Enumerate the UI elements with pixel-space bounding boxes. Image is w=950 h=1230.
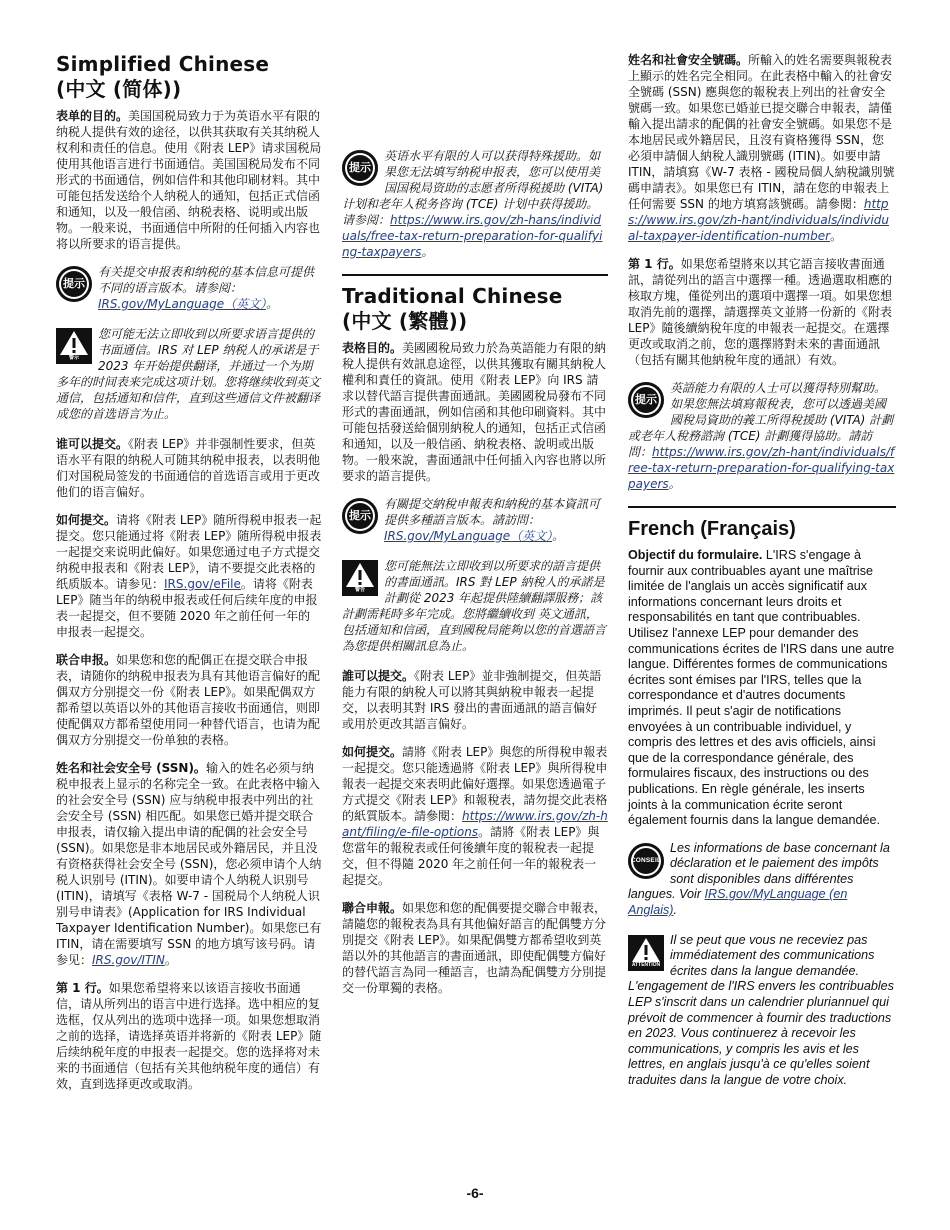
section-heading-simplified (56, 52, 322, 102)
who-paragraph: 誰可以提交。《附表 LEP》並非強制提交，但英語能力有限的納稅人可以將其與納稅申報表一起提交，以表明其對 IRS 發出的書面通訊的語言偏好或用於更改其語言偏好。 (342, 669, 602, 731)
tip-icon: 提示 (628, 382, 664, 418)
column-simplified-chinese (56, 52, 322, 1104)
tip-note-2-simplified: 提示 英语水平有限的人可以获得特殊援助。如果您无法填写纳税申报表，您可以使用美国国税局资助的志愿者所得税援助 (VITA) 计划和老年人税务咨询 (TCE) 计划中获得援助。请参阅：https://www.irs.gov/zh-hans/individuals/free-tax-return-preparation-for-qualifying-taxpayers。 (342, 149, 604, 259)
joint-paragraph: 聯合申報。如果您和您的配偶要提交聯合申報表，請隨您的報稅表為具有其他偏好語言的配偶雙方分別提交《附表 LEP》。如果配偶雙方都希望收到英語以外的其他語言的書面通訊，即使配偶雙方偏好的替代語言為同一種語言，也請為配偶雙方分別提交一份單獨的表格。 (342, 901, 607, 995)
section-heading-french: French (Français) (628, 518, 796, 540)
itin-link[interactable]: https://www.irs.gov/zh-hant/individuals/individual-taxpayer-identification-number (628, 197, 889, 243)
page-number: -6- (466, 1185, 484, 1201)
efile-options-link[interactable]: https://www.irs.gov/zh-hant/filing/e-file-options (342, 809, 608, 839)
warning-note: 警告 您可能無法立即收到以所要求的語言提供的書面通訊。IRS 對 LEP 納稅人的承諾是計劃從 2023 年起提供陸續翻譯服務；該計劃需耗時多年完成。您將繼續收到 英文通訊，包括通知和信函，直到國稅局能夠以您的首選語言為您提供相關訊息為止。 (342, 559, 607, 653)
section-divider (342, 274, 608, 276)
itin-link[interactable]: IRS.gov/ITIN (92, 953, 165, 967)
warning-icon: ATTENTION (628, 935, 664, 971)
purpose-text: 美国国税局致力于为英语水平有限的纳税人提供有效的途径，以供其获取有关其纳税人权利和责任的信息。使用《附表 LEP》请求国税局使用其他语言进行书面通信。美国国税局发布不同形式的书面通信，例如信件和其他印刷材料。其中可能包括发送给个人纳税人的通知，包括正式信函和通知，以及一般信函、纳税表格、说明或出版物。一般来说，书面通信中所附的任何插入内容也将以所要求的语言提供。 (56, 109, 322, 251)
who-paragraph: 谁可以提交。《附表 LEP》并非强制性要求，但英语水平有限的纳税人可随其纳税申报表，以表明他们对国税局签发的书面通信的首选语言或用于更改他们的语言偏好。 (56, 437, 321, 499)
purpose-lead: 表单的目的。 (56, 109, 129, 123)
tip-icon: 提示 (342, 498, 378, 534)
tip-text: 有关提交申报表和纳税的基本信息可提供不同的语言版本。请参阅： (98, 265, 315, 295)
purpose-paragraph-french: Objectif du formulaire. L'IRS s'engage à fournir aux contribuables ayant une maîtrise limitée de l'anglais un accès significatif aux informations concernant leurs droits et responsabilités en tant que contribuables. Utilisez l'annexe LEP pour demander des communications écrites de l'IRS dans une autre langue. Différentes formes de communications écrites sont émises par l'IRS, telles que la correspondance et d'autres documents imprimés. Il peut s'agir de notifications envoyées à un contribuable individuel, y compris des lettres et des avis officiels, ainsi que de la correspondance générale, des formulaires fiscaux, des instructions ou des publications. En règle générale, les inserts joints à la communication écrite seront également fournis dans la langue demandée. (628, 548, 895, 828)
ssn-paragraph: 姓名和社会安全号 (SSN)。输入的姓名必须与纳税申报表上显示的名称完全一致。在此表格中输入的社会安全号 (SSN) 应与纳税申报表中列出的社会安全号 (SSN) 相匹配。如果您已婚并提交联合申报表，请仅输入提出申请的配偶的社会安全号 (SSN)。如果您是非本地居民或外籍居民，并且没有资格获得社会安全号 (SSN)，您必须申请个人纳税人识别号 (ITIN)。如要申请个人纳税人识别号 (ITIN)，请填写《表格 W-7 - 国税局个人纳税人识别号申请表》(Application for IRS Individual Taxpayer Identification Number)。如果您已有 ITIN，请在需要填写 SSN 的地方填写该号码。请参见：IRS.gov/ITIN。 (56, 761, 322, 967)
line1-paragraph-traditional: 第 1 行。如果您希望將來以其它語言接收書面通訊，請從列出的語言中選擇一種。透過選取相應的核取方塊，僅從列出的選項中選擇一項。如果您想取消先前的選擇，請選擇英文並將一份新的《附表 LEP》隨後續納稅年度的申報表一起提交。在選擇更改或取消之前，您的選擇將對未來的書面通訊（包括有關其他納稅年度的通訊）有效。 (628, 257, 893, 367)
tip-note: 提示 有關提交納稅申報表和納稅的基本資訊可提供多種語言版本。請訪問：IRS.gov/MyLanguage（英文）。 (342, 496, 608, 544)
purpose-paragraph: 表格目的。美國國稅局致力於為英語能力有限的納稅人提供有效訊息途徑，以供其獲取有關其納稅人權利和責任的資訊。使用《附表 LEP》向 IRS 請求以替代語言提供書面通訊。美國國稅局發布不同形式的書面通訊，例如信函和其他印刷資料。其中可能包括發送給個別納稅人的通知，包括正式信函和通知，以及一般信函、納稅表格、說明或出版物。一般來說，書面通訊中任何插入內容也將以所要求的語言提供。 (342, 341, 607, 483)
section-heading-traditional: Traditional Chinese (中文 (繁體)) (342, 284, 563, 333)
tip-note-french: CONSEIL Les informations de base concernant la déclaration et le paiement des impôts sont disponibles dans différentes langues. Voir IRS.gov/MyLanguage (en Anglais). (628, 840, 890, 918)
how-paragraph: 如何提交。請將《附表 LEP》與您的所得稅申報表一起提交。您只能透過將《附表 LEP》與所得稅申報表一起提交來表明此偏好選擇。如果您透過電子方式提交《附表 LEP》和報稅表，請勿提交此表格的紙質版本。請參閱：https://www.irs.gov/zh-hant/filing/e-file-options。請將《附表 LEP》與您當年的報稅表或任何後續年度的報稅表一起提交，但不得隨 2020 年之前任何一年的報稅表一起提交。 (342, 745, 608, 887)
free-tax-return-link[interactable]: https://www.irs.gov/zh-hans/individuals/free-tax-return-preparation-for-qualifying-taxpayers (342, 213, 603, 259)
ssn-paragraph-traditional: 姓名和社會安全號碼。所輸入的姓名需要與報稅表上顯示的姓名完全相同。在此表格中輸入的社會安全號碼 (SSN) 應與您的報稅表上列出的社會安全號碼一致。如果您已婚並已提交聯合申報表，請僅輸入提出請求的配偶的社會安全號碼。如果您不是本地居民或外籍居民，且沒有資格獲得 SSN，您必須申請個人納稅人識別號碼 (ITIN)。如要申請 ITIN，請填寫《W-7 表格 - 國稅局個人納稅識別號碼申請表》。如果您已有 ITIN，請在您的申報表上任何需要 SSN 的地方填寫該號碼。請參閱：https://www.irs.gov/zh-hant/individuals/individual-taxpayer-identification-number。 (628, 53, 895, 243)
tip-icon: CONSEIL (628, 843, 664, 879)
warning-note (56, 326, 322, 422)
joint-paragraph: 联合申报。如果您和您的配偶正在提交联合申报表，请随你的纳税申报表为具有其他语言偏好的配偶双方分别提交一份《附表 LEP》。如果配偶双方都希望以英语以外的其他语言接收书面通信，则即使配偶双方都希望使用同一种替代语言，也请为配偶双方分别提交一份单独的表格。 (56, 653, 321, 747)
heading-line1: Simplified Chinese (56, 52, 270, 76)
purpose-paragraph (56, 108, 322, 252)
mylanguage-link[interactable]: IRS.gov/MyLanguage（英文） (98, 297, 267, 311)
tip-icon: 提示 (56, 266, 92, 302)
heading-line2: (中文 (简体)) (56, 77, 182, 101)
efile-link[interactable]: IRS.gov/eFile (164, 577, 241, 591)
line1-paragraph: 第 1 行。如果您希望将来以该语言接收书面通信，请从所列出的语言中进行选择。选中相应的复选框，仅从列出的选项中选择一项。如果您想取消之前的选择，请选择英语并将新的《附表 LEP》随后续纳税年度的申报表一起提交。您的选择将对未来的书面通信（包括有关其他纳税年度的通信）有效，直到选择更改或取消。 (56, 981, 322, 1091)
section-divider (628, 506, 896, 508)
free-tax-return-link[interactable]: https://www.irs.gov/zh-hant/individuals/free-tax-return-preparation-for-qualifying-taxpayers (628, 445, 895, 491)
warning-icon: 警告 (342, 560, 378, 596)
how-paragraph: 如何提交。请将《附表 LEP》随所得税申报表一起提交。您只能通过将《附表 LEP》随所得税申报表一起提交来说明此偏好。如果您通过电子方式提交纳税申报表和《附表 LEP》，请不要提交此表格的纸质版本。请参见：IRS.gov/eFile。请将《附表 LEP》随当年的纳税申报表或任何后续年度的申报表一起提交，但不要随 2020 年之前任何一年的申报表一起提交。 (56, 513, 322, 639)
column-middle (342, 52, 608, 1008)
warning-note-french: ATTENTION Il se peut que vous ne receviez pas immédiatement des communications écrites dans la langue demandée. L'engagement de l'IRS envers les contribuables LEP s'inscrit dans un calendrier pluriannuel qui prévoit de commencer à fournir des traductions en 2023. Vous continuerez à recevoir les communications, y compris les avis et les lettres, en anglais jusqu'à ce qu'elles soient traduites dans la langue de votre choix. (628, 932, 894, 1087)
tip-note: 提示 有关提交申报表和纳税的基本信息可提供不同的语言版本。请参阅：IRS.gov/MyLanguage（英文）。 (56, 264, 322, 312)
warning-text: 您可能无法立即收到以所要求语言提供的书面通信。IRS 对 LEP 纳税人的承诺是于 2023 年开始提供翻译，并通过一个为期多年的时间表来完成这项计划。您将继续收到英文通信，包括通知和信件，直到这些通信文件被翻译成您的首选语言为止。 (56, 327, 321, 421)
column-right-content (628, 52, 896, 1103)
mylanguage-link[interactable]: IRS.gov/MyLanguage (en Anglais) (628, 887, 848, 918)
mylanguage-link[interactable]: IRS.gov/MyLanguage（英文） (384, 529, 553, 543)
warning-icon: 警示 (56, 328, 92, 364)
tip-note-2-traditional: 提示 英語能力有限的人士可以獲得特別幫助。如果您無法填寫報稅表，您可以透過美國國稅局資助的義工所得稅援助 (VITA) 計劃或老年人稅務諮詢 (TCE) 計劃獲得協助。請訪問：https://www.irs.gov/zh-hant/individuals/free-tax-return-preparation-for-qualifying-taxpayers。 (628, 381, 895, 491)
tip-icon: 提示 (342, 150, 378, 186)
